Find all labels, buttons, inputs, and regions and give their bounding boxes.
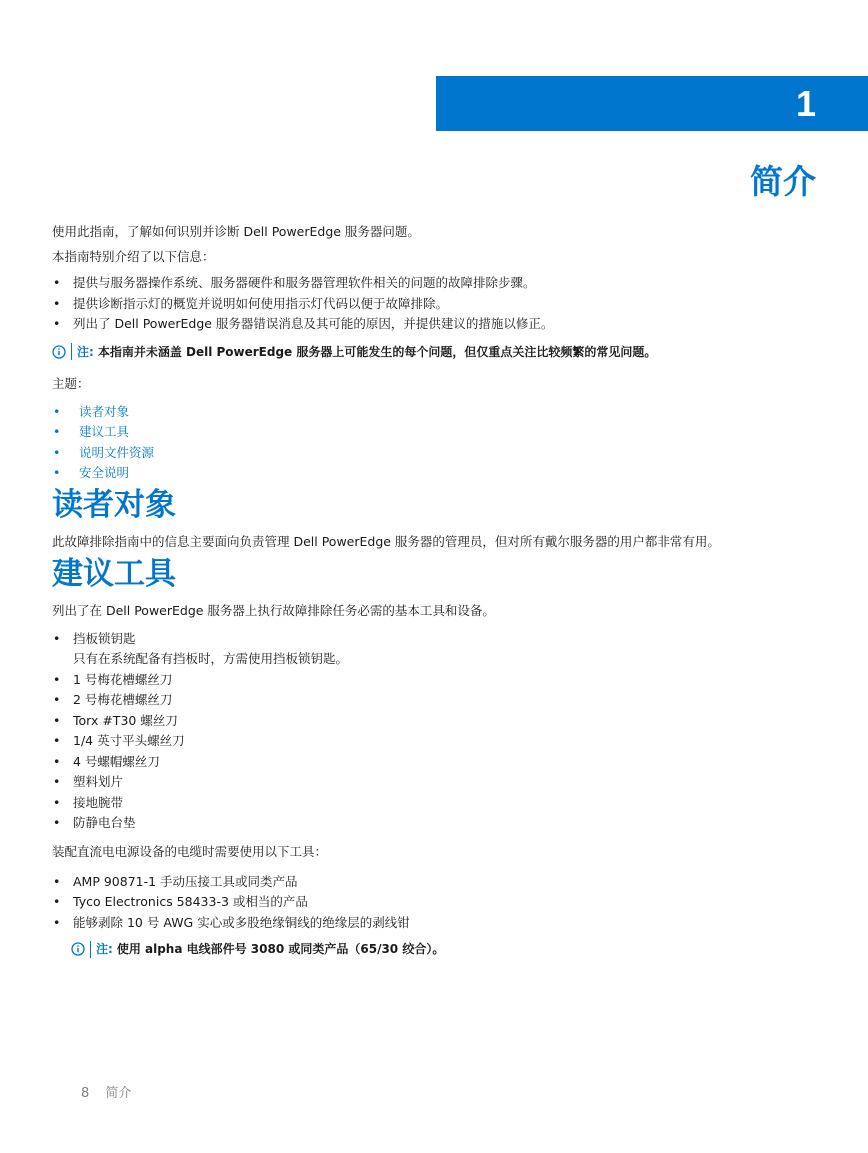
note-separator (90, 941, 91, 958)
note-label: 注: (96, 942, 113, 956)
dc-intro: 装配直流电电源设备的电缆时需要使用以下工具： (52, 843, 328, 859)
list-item: • 列出了 Dell PowerEdge 服务器错误消息及其可能的原因，并提供建议的措施以修正。 (52, 314, 842, 335)
info-icon (52, 345, 66, 359)
note-text: 使用 alpha 电线部件号 3080 或同类产品（65/30 绞合）。 (116, 942, 445, 956)
chapter-title: 简介 (750, 162, 816, 201)
topic-link-audience[interactable]: • 读者对象 (52, 402, 842, 423)
tool-description: 只有在系统配备有挡板时，方需使用挡板锁钥匙。 (73, 651, 349, 666)
list-item: • 4 号螺帽螺丝刀 (52, 752, 842, 773)
tool-name: 挡板锁钥匙 (73, 630, 136, 646)
note (71, 939, 842, 959)
tools-heading: 建议工具 (52, 555, 176, 592)
note-label: 注: (77, 344, 94, 359)
tools-list (52, 629, 842, 834)
topic-link-docs[interactable]: • 说明文件资源 (52, 443, 842, 464)
note-text: 本指南并未涵盖 Dell PowerEdge 服务器上可能发生的每个问题，但仅重点关注比较频繁的常见问题。 (97, 344, 657, 359)
note-separator (71, 343, 72, 360)
intro-list (52, 273, 842, 335)
intro-lead: 本指南特别介绍了以下信息： (52, 249, 215, 264)
list-item: • 防静电台垫 (52, 813, 842, 834)
list-item: • 1 号梅花槽螺丝刀 (52, 670, 842, 691)
chapter-banner (436, 76, 868, 131)
list-item: • AMP 90871-1 手动压接工具或同类产品 (52, 872, 842, 893)
intro-paragraph: 使用此指南，了解如何识别并诊断 Dell PowerEdge 服务器问题。 (52, 224, 420, 239)
list-item: • Torx #T30 螺丝刀 (52, 711, 842, 732)
audience-heading: 读者对象 (52, 486, 176, 523)
chapter-number: 1 (795, 83, 816, 124)
list-item: • 提供与服务器操作系统、服务器硬件和服务器管理软件相关的问题的故障排除步骤。 (52, 273, 842, 294)
list-item: • 塑料划片 (52, 772, 842, 793)
list-item: • 能够剥除 10 号 AWG 实心或多股绝缘铜线的绝缘层的剥线钳 (52, 913, 842, 934)
audience-text: 此故障排除指南中的信息主要面向负责管理 Dell PowerEdge 服务器的管理员，但对所有戴尔服务器的用户都非常有用。 (52, 533, 720, 549)
page-footer (81, 1082, 143, 1101)
list-item: • 2 号梅花槽螺丝刀 (52, 690, 842, 711)
page-number: 8 (81, 1086, 90, 1101)
list-item (52, 629, 842, 670)
list-item: • 1/4 英寸平头螺丝刀 (52, 731, 842, 752)
main-content (52, 222, 842, 959)
tools-intro: 列出了在 Dell PowerEdge 服务器上执行故障排除任务必需的基本工具和设备。 (52, 602, 495, 618)
topics-list (52, 402, 842, 484)
topic-link-tools[interactable]: • 建议工具 (52, 422, 842, 443)
dc-tools-list (52, 872, 842, 934)
topic-link-safety[interactable]: • 安全说明 (52, 463, 842, 484)
list-item: • 接地腕带 (52, 793, 842, 814)
topics-label: 主题： (52, 375, 90, 391)
list-item: • 提供诊断指示灯的概览并说明如何使用指示灯代码以便于故障排除。 (52, 294, 842, 315)
info-icon (71, 942, 85, 956)
note (52, 342, 842, 362)
list-item: • Tyco Electronics 58433-3 或相当的产品 (52, 892, 842, 913)
footer-section: 简介 (105, 1086, 132, 1101)
